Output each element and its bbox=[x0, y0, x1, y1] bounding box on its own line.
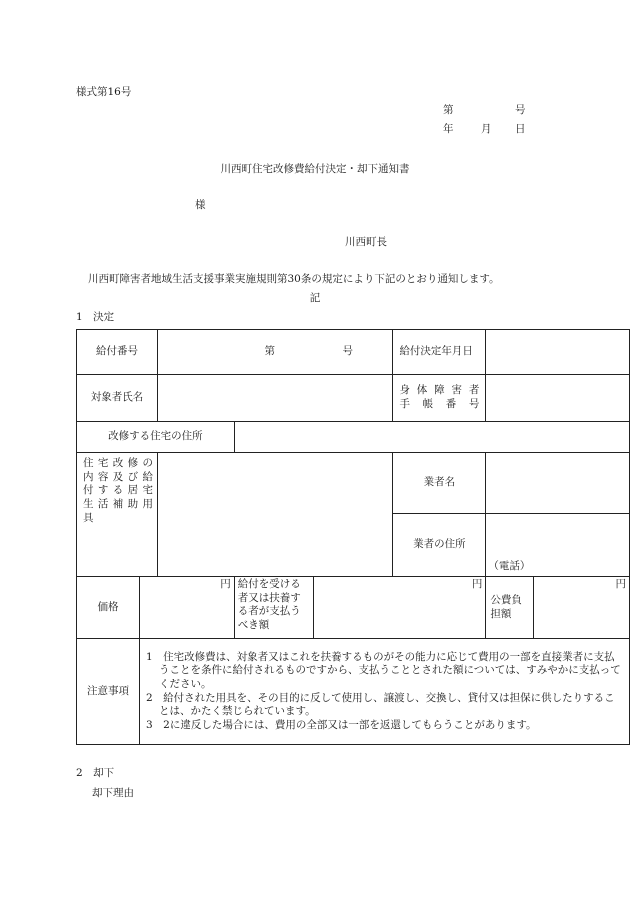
contractor-name-value bbox=[486, 453, 630, 514]
payment-number-label: 給付番号 bbox=[77, 330, 158, 375]
document-number-prefix: 第 bbox=[443, 104, 454, 116]
price-value: 円 bbox=[139, 577, 234, 639]
date-month: 月 bbox=[481, 123, 492, 135]
note-2: 2 給付された用具を、その目的に反して使用し、譲渡し、交換し、貸付又は担保に供したりすることは、かたく禁じられています。 bbox=[145, 691, 615, 718]
public-pay-value: 円 bbox=[534, 577, 630, 639]
payment-number-prefix: 第 bbox=[264, 345, 275, 358]
notes-label: 注意事項 bbox=[77, 639, 140, 745]
body-text: 川西町障害者地域生活支援事業実施規則第30条の規定により下記のとおり通知します。 bbox=[88, 273, 500, 285]
phone-label: （電話） bbox=[488, 560, 531, 573]
public-pay-label: 公費負 担額 bbox=[486, 577, 534, 639]
self-pay-value: 円 bbox=[313, 577, 486, 639]
date-day: 日 bbox=[515, 123, 526, 135]
payment-number-cell bbox=[157, 330, 392, 375]
document-number-suffix: 号 bbox=[515, 104, 526, 116]
date-year: 年 bbox=[443, 123, 454, 135]
content-value bbox=[157, 453, 392, 577]
ki-marker: 記 bbox=[309, 292, 321, 304]
decision-date-label: 給付決定年月日 bbox=[393, 330, 486, 375]
address-value bbox=[234, 422, 629, 453]
subject-name-label: 対象者氏名 bbox=[77, 375, 158, 422]
self-pay-label: 給付を受ける 者又は扶養す る者が支払う べき額 bbox=[234, 577, 313, 639]
contractor-address-value bbox=[486, 514, 630, 577]
contractor-address-label: 業者の住所 bbox=[393, 514, 486, 577]
handbook-label-line1: 身体障害者 bbox=[399, 384, 480, 397]
contractor-name-label: 業者名 bbox=[393, 453, 486, 514]
form-number: 様式第16号 bbox=[76, 86, 132, 98]
note-1: 1 住宅改修費は、対象者又はこれを扶養するものがその能力に応じて費用の一部を直接業者に支払うことを条件に給付されるものですから、支払うこととされた額については、すみやかに支払ってください。 bbox=[145, 650, 621, 690]
subject-name-value bbox=[157, 375, 392, 422]
address-label: 改修する住宅の住所 bbox=[77, 422, 235, 453]
handbook-label bbox=[393, 375, 486, 422]
issuer-name: 川西町長 bbox=[345, 236, 387, 248]
note-3: 3 2に違反した場合には、費用の全部又は一部を返還してもらうことがあります。 bbox=[145, 718, 537, 731]
payment-number-suffix: 号 bbox=[342, 345, 353, 358]
handbook-number-value bbox=[486, 375, 630, 422]
notes-list bbox=[139, 639, 629, 745]
price-label: 価格 bbox=[77, 577, 140, 639]
section-2-heading: 2 却下 bbox=[76, 767, 115, 779]
document-title: 川西町住宅改修費給付決定・却下通知書 bbox=[220, 163, 410, 175]
section-1-heading: 1 決定 bbox=[76, 311, 115, 323]
handbook-label-line2: 手帳番号 bbox=[399, 398, 480, 410]
decision-date-value bbox=[486, 330, 630, 375]
recipient-honorific: 様 bbox=[195, 199, 206, 211]
rejection-reason-label: 却下理由 bbox=[92, 787, 134, 799]
content-label: 住宅改修の 内容及び給 付する居宅 生活補助用 具 bbox=[77, 453, 158, 577]
decision-table bbox=[76, 329, 630, 745]
